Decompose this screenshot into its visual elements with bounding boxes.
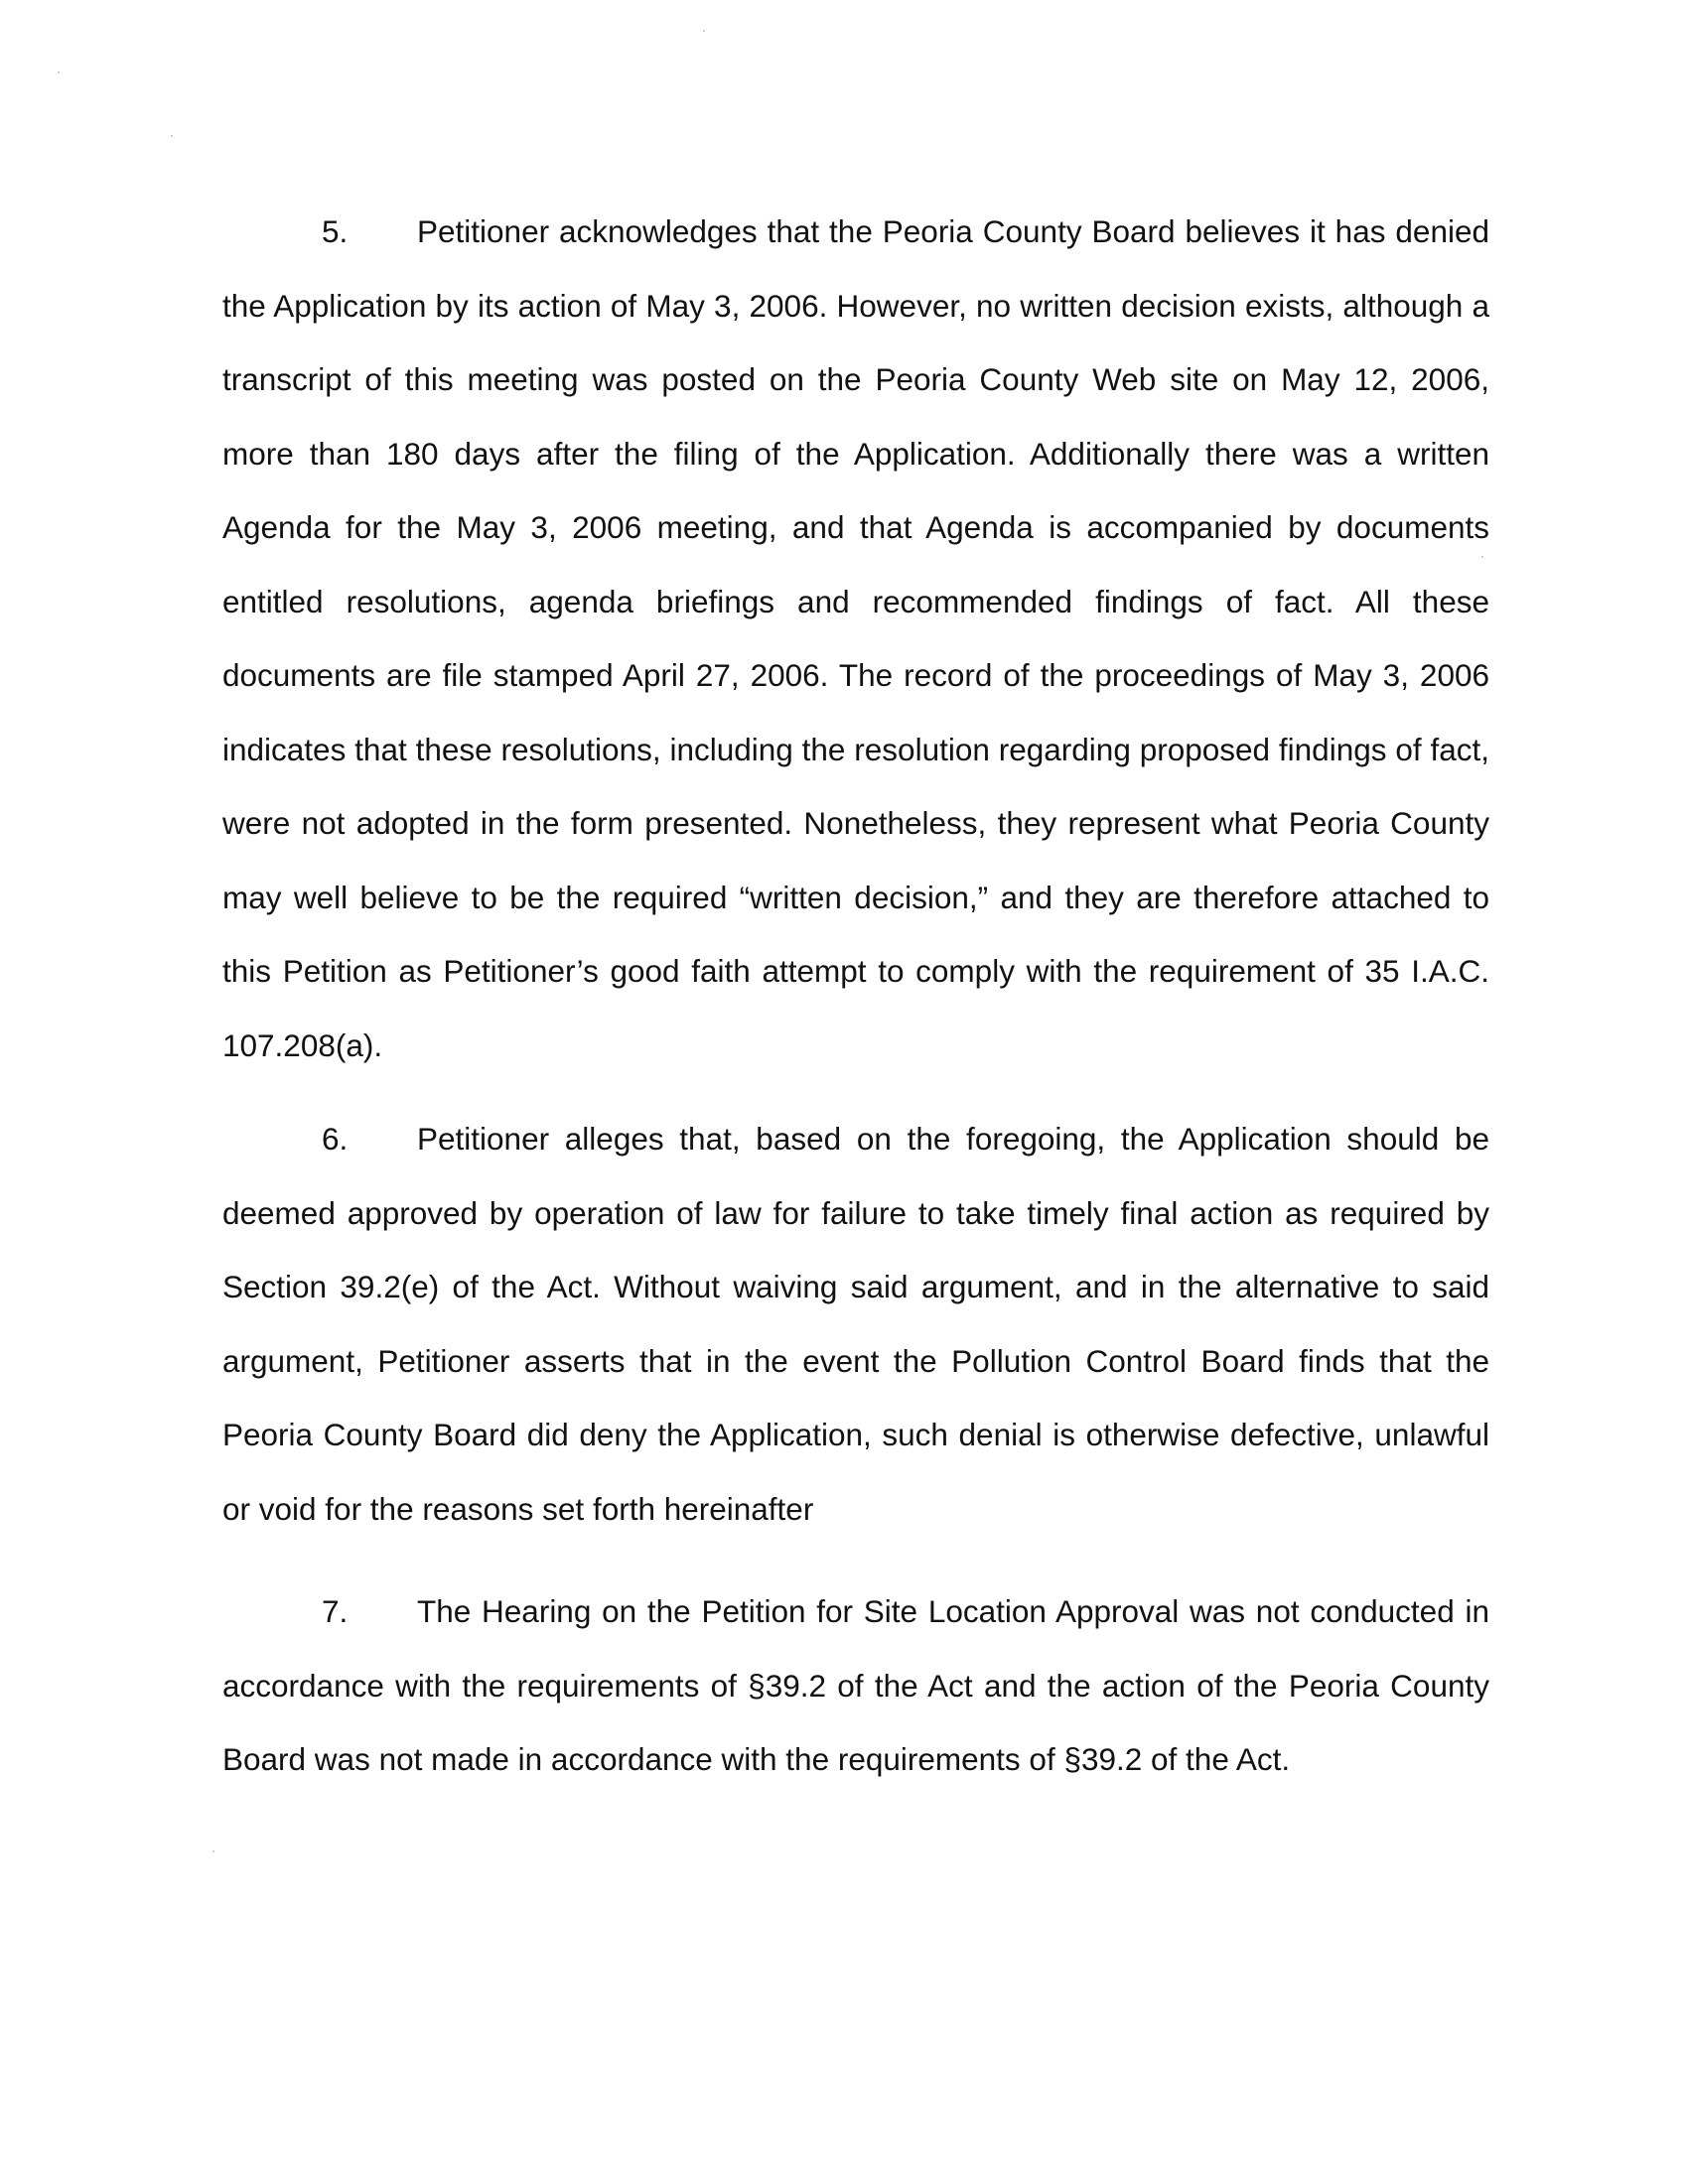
scan-speck	[171, 135, 173, 137]
paragraph-6	[222, 1102, 1489, 1546]
scan-speck	[58, 71, 60, 73]
scan-speck	[212, 1850, 214, 1852]
paragraph-text: Petitioner acknowledges that the Peoria County Board believes it has denied the Application by its action of May 3, 2006. However, no written decision exists, although a transcript of this meeting was posted on the Peoria County Web site on May 12, 2006, more than 180 days after the filing of the Application. Additionally there was a written Agenda for the May 3, 2006 meeting, and that Agenda is accompanied by documents entitled resolutions, agenda briefings and recommended findings of fact. All these documents are file stamped April 27, 2006. The record of the proceedings of May 3, 2006 indicates that these resolutions, including the resolution regarding proposed findings of fact, were not adopted in the form presented. Nonetheless, they represent what Peoria County may well believe to be the required “written decision,” and they are therefore attached to this Petition as Petitioner’s good faith attempt to comply with the requirement of 35 I.A.C. 107.208(a).	[222, 213, 1489, 1063]
paragraph-7	[222, 1574, 1489, 1797]
scan-speck	[703, 30, 705, 32]
paragraph-number: 5.	[322, 213, 349, 249]
paragraph-number: 6.	[322, 1121, 349, 1157]
paragraph-5	[222, 195, 1489, 1082]
paragraph-text: Petitioner alleges that, based on the foregoing, the Application should be deemed approved by operation of law for failure to take timely final action as required by Section 39.2(e) of the Act. Without waiving said argument, and in the alternative to said argument, Petitioner asserts that in the event the Pollution Control Board finds that the Peoria County Board did deny the Application, such denial is otherwise defective, unlawful or void for the reasons set forth hereinafter	[222, 1121, 1489, 1527]
paragraph-number: 7.	[322, 1593, 349, 1629]
paragraph-text: The Hearing on the Petition for Site Location Approval was not conducted in accordance with the requirements of §39.2 of the Act and the action of the Peoria County Board was not made in accordance with the requirements of §39.2 of the Act.	[222, 1593, 1489, 1777]
